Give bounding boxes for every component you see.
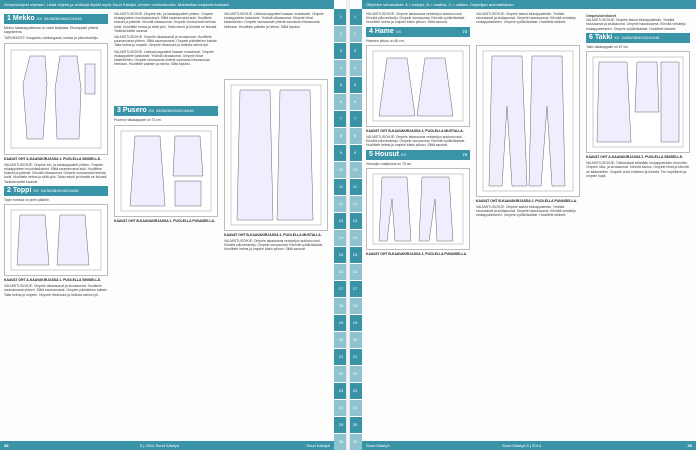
cutting-layout-figure [366,168,470,250]
size-tab: 11 [348,179,362,195]
size-tab: 17 [348,281,362,297]
pattern-caption: KAAVAT OHT B-KAAVAKIRJASSA 1. PUOLELLA PUNAISELLA. [114,218,215,223]
section-title-6 [586,33,690,43]
section-num: 3 [117,107,121,115]
section-intro: Topin edessä on pieni pääntie. [4,197,50,202]
size-tab: 13 [348,213,362,229]
size-tab: 7 [348,111,362,127]
section-body: VALMISTUSOHJE: Ompele etu- ja takakappaleet yhteen. Ompele etukappaleen muotolaskokset. Silitä saumanvarat auki. Huolittele hiukset ja pääntie. Kiinnitä olkasaumat. Ompele sivusaumat helmaa kohti. Huolittele helma ja silitä ylös. Taita resorit ja kiinnitä ne tiukasti. Tarkista kaikki saumat. [4,162,108,184]
right-column-3 [586,12,690,438]
section-intro: Housujen sisäpituus on 78 cm. [366,161,413,166]
layout-drawing [587,52,689,152]
size-tab: 11 [334,179,348,195]
size-tab: 15 [334,247,348,263]
size-tab: 12 [334,196,348,212]
size-tab: 25 [334,417,348,433]
size-tab: 19 [348,315,362,331]
section-name: Pusero [122,107,147,115]
section-sizes: 34/36/38/40/42/44/46 [43,16,82,21]
size-tab: 13 [334,213,348,229]
section-title-3 [114,106,218,116]
section-xx: XX [400,151,407,157]
right-header: Ohjeiden selostukset: A = helppo, B = vaativa, C = vaikea. Ompelijan ammattilainen [362,0,696,9]
section-num: 5 [369,150,373,158]
size-tab: 20 [348,332,362,348]
section-body-cont: VALMISTUSOHJE: Ompele taskut etukappaleisiin. Yhdistä sivusaumat ja sisäsaumat. Ompele haarasauma. Kiinnitä vetoketju etukappaleeseen. Ompele vyötärökaitale. Huolittele lahkeet. [476,12,576,25]
section-xx: XX [395,28,402,34]
size-tab: 18 [334,298,348,314]
section-intro: Puseron takakappale on 73 cm. [114,118,162,123]
section-title-4 [366,27,470,37]
page-number: 38 [4,443,9,448]
layout-drawing [5,44,107,154]
layout-drawing [5,205,107,275]
cutting-layout-figure [224,79,328,231]
size-tab: 26 [334,434,348,450]
section-body: VALMISTUSOHJE: Ompele taskut etukappaleisiin. Yhdistä sivusaumat ja sisäsaumat. Ompele haarasauma. Kiinnitä vetoketju etukappaleeseen. Ompele vyötärökaitale. Huolittele lahkeet. [476,204,576,218]
right-footer [362,441,696,450]
section-title-2 [4,186,108,196]
right-page [348,0,696,450]
size-tab: 24 [348,400,362,416]
size-tab: 16 [348,264,362,280]
cutting-layout-figure [366,45,470,127]
section-name: Mekko [12,15,35,22]
footer-issue: Suuri Käsityö 5 | 2014 [502,443,542,448]
footer-brand: Suuri Käsityö [306,443,330,448]
left-column-2 [114,12,218,438]
section-xx: XX [36,16,42,21]
footer-brand: Suuri Käsityö [366,443,390,448]
size-tab: 24 [334,400,348,416]
right-column-1 [366,12,470,438]
footer-issue: 5 | 2014 Suuri Käsityö [140,443,180,448]
section-body-cont: VALMISTUSOHJE: Leikkaa kappaleet kaavan mukaisesti. Ompele etukappaleen laskokset. Yhdistä olkasaumat. Ompele hihat kädentiehen. Ompele sivusaumat yhtenä saumana hihansuusta helmaan. Huolittele pääntie ja helma. Silitä lopuksi. [114,49,214,67]
section-body-cont: VALMISTUSOHJE: Ompele etu- ja takakappaleet yhteen. Ompele etukappaleen muotolaskokset. Silitä saumanvarat auki. Huolittele hiukset ja pääntie. Kiinnitä olkasaumat. Ompele sivusaumat helmaa kohti. Huolittele helma ja silitä ylös. Taita resorit ja kiinnitä ne tiukasti. Tarkista kaikki saumat. [114,12,218,33]
size-tab: 16 [334,264,348,280]
cutting-layout-figure [4,204,108,276]
section-title-1 [4,14,108,24]
section-body: VALMISTUSOHJE: Ompele takasauma vetoketjun aukkoon asti. Kiinnitä piilovetoketju. Ompele sivusaumat. Kiinnitä vyötärökaitale. Huolittele helma ja ompele käsin piiloon. Silitä saumat. [366,135,466,148]
size-tab: 22 [348,366,362,382]
size-tab: 14 [334,230,348,246]
size-tab: 1 [334,9,348,25]
size-tab: 19 [334,315,348,331]
section-name: Hame [374,27,394,35]
section-xx: XX [33,187,39,193]
size-tab: 1 [348,9,362,25]
size-tab: 7 [334,111,348,127]
pattern-caption: KAAVAT OHT B-KAAVAKIRJASSA 2. PUOLELLA PUNAISELLA. [476,198,577,203]
size-tab: 9 [334,145,348,161]
pattern-caption: KAAVAT OHT B-KAAVAKIRJASSA 2. PUOLELLA PUNAISELLA. [366,251,467,256]
section-page: 73 [462,151,467,157]
size-tab: 9 [348,145,362,161]
cutting-layout-figure [476,45,580,197]
left-footer [0,441,334,450]
pattern-caption: KAAVAT OHT A-KAAVAKIRJASSA 1. PUOLELLA SINISELLÄ. [4,156,101,161]
section-xx: XX [148,108,154,114]
materials: TARVIKKEET: Kangasta, tukikangasta, lankaa ja piilovetoketju. [4,36,99,41]
cutting-layout-figure [4,43,108,155]
size-tab: 21 [348,349,362,365]
section-body-cont: VALMISTUSOHJE: Ompele olkasaumat ja sivusaumat. Huolittele saumanvarat yhteen. Silitä saumanvarat. Ompele pääntiehen kaitale. Taita helma ja ompele. Ompele hihansuut ja tarkista valmis työ. [114,35,218,48]
left-column-1 [4,12,108,438]
size-tab: 8 [348,128,362,144]
section-sizes: 34/36/38/40/42/44/46 [40,187,79,193]
section-num: 6 [589,33,593,41]
size-tab: 5 [348,77,362,93]
size-tab: 14 [348,230,362,246]
size-tab: 2 [334,26,348,42]
pattern-caption: KAAVAT OHT B-KAAVAKIRJASSA 2. PUOLELLA MUSTALLA. [366,128,464,133]
size-tab: 25 [348,417,362,433]
section-intro: Takin takakappale on 67 cm. [586,44,629,49]
section-name: Takki [594,33,613,41]
size-tab: 26 [348,434,362,450]
size-tab: 4 [334,60,348,76]
section-body-cont: VALMISTUSOHJE: Ompele taskut etukappaleisiin. Yhdistä sivusaumat ja sisäsaumat. Ompele haarasauma. Kiinnitä vetoketju etukappaleeseen. Ompele vyötärökaitale. Huolittele lahkeet. [586,18,686,31]
section-sizes: 34/36/38/40/42/44/46 [155,108,194,114]
size-tab: 23 [334,383,348,399]
size-tab: 18 [348,298,362,314]
section-intro: Mekon takakappaleessa on kaksi lisäpalaa. Etukappale yhtenä kappaleena. [4,26,99,35]
size-tab: 15 [348,247,362,263]
size-tab: 6 [348,94,362,110]
size-tab: 2 [348,26,362,42]
pattern-caption: KAAVAT OHT A-KAAVAKIRJASSA 2. PUOLELLA SINISELLÄ. [586,155,683,160]
size-tab: 21 [334,349,348,365]
size-tab: 22 [334,366,348,382]
section-body: VALMISTUSOHJE: Tukikankaat silitetään etukappaleiden reunoihin. Ompele olka- ja sivusaumat. Kiinnitä kaulus. Ompele hihat ja kiinnitä ne kädenteihin. Ompele vuori erikseen ja kiinnitä. Tee napinlävet ja ompele napit. [586,161,689,178]
size-tab: 6 [334,94,348,110]
section-body-cont: VALMISTUSOHJE: Leikkaa kappaleet kaavan mukaisesti. Ompele etukappaleen laskokset. Yhdistä olkasaumat. Ompele hihat kädentiehen. Ompele sivusaumat yhtenä saumana hihansuusta helmaan. Huolittele pääntie ja helma. Silitä lopuksi. [224,12,324,29]
section-body: VALMISTUSOHJE: Ompele olkasaumat ja sivusaumat. Huolittele saumanvarat yhteen. Silitä saumanvarat. Ompele pääntiehen kaitale. Taita helma ja ompele. Ompele hihansuut ja tarkista valmis työ. [4,284,108,297]
size-tab: 17 [334,281,348,297]
section-body-cont: VALMISTUSOHJE: Ompele takasauma vetoketjun aukkoon asti. Kiinnitä piilovetoketju. Ompele sivusaumat. Kiinnitä vyötärökaitale. Huolittele helma ja ompele käsin piiloon. Silitä saumat. [224,239,324,252]
left-header: Ompeluohjeet ohjeisiin. Lisää ohjeita ja vinkkejä löydät myös Suuri Käsityö -lehden verkkosivuilta. Muistathan esipestä kankaat. [0,0,334,9]
section-name: Housut [374,150,399,158]
layout-drawing [225,80,327,230]
pattern-caption: KAAVAT OHT A-KAAVAKIRJASSA 1. PUOLELLA SINISELLÄ. [4,278,101,283]
section-name: Toppi [12,186,32,194]
section-num: 2 [7,186,11,194]
page-gutter [346,0,350,450]
size-tab: 10 [334,162,348,178]
section-num: 1 [7,15,11,22]
size-tab: 4 [348,60,362,76]
section-intro: Hameen pituus on 66 cm. [366,38,405,43]
right-size-tabs [348,9,362,444]
layout-drawing [477,46,579,196]
size-tab: 23 [348,383,362,399]
section-xx: XX [614,34,620,40]
cutting-layout-figure [114,125,218,217]
right-column-2 [476,12,580,438]
section-num: 4 [369,27,373,35]
page-number: 39 [687,443,692,448]
section-page: 73 [462,28,467,34]
cutting-layout-figure [586,51,690,153]
size-tab: 12 [348,196,362,212]
size-tab: 3 [334,43,348,59]
section-sizes: 34/36/38/40/42/44/46 [621,34,660,40]
size-tab: 3 [348,43,362,59]
size-tab: 20 [334,332,348,348]
left-column-3 [224,12,328,438]
materials-heading: Ompelutarvikkeet [586,14,617,18]
layout-drawing [115,126,217,216]
layout-drawing [367,169,469,249]
size-tab: 8 [334,128,348,144]
layout-drawing [367,46,469,126]
size-tab: 5 [334,77,348,93]
section-body-cont: VALMISTUSOHJE: Ompele takasauma vetoketjun aukkoon asti. Kiinnitä piilovetoketju. Ompele sivusaumat. Kiinnitä vyötärökaitale. Huolittele helma ja ompele käsin piiloon. Silitä saumat. [366,12,466,25]
section-title-5 [366,150,470,160]
size-tab: 10 [348,162,362,178]
pattern-caption: KAAVAT OHT B-KAAVAKIRJASSA 2. PUOLELLA MUSTALLA. [224,232,322,237]
